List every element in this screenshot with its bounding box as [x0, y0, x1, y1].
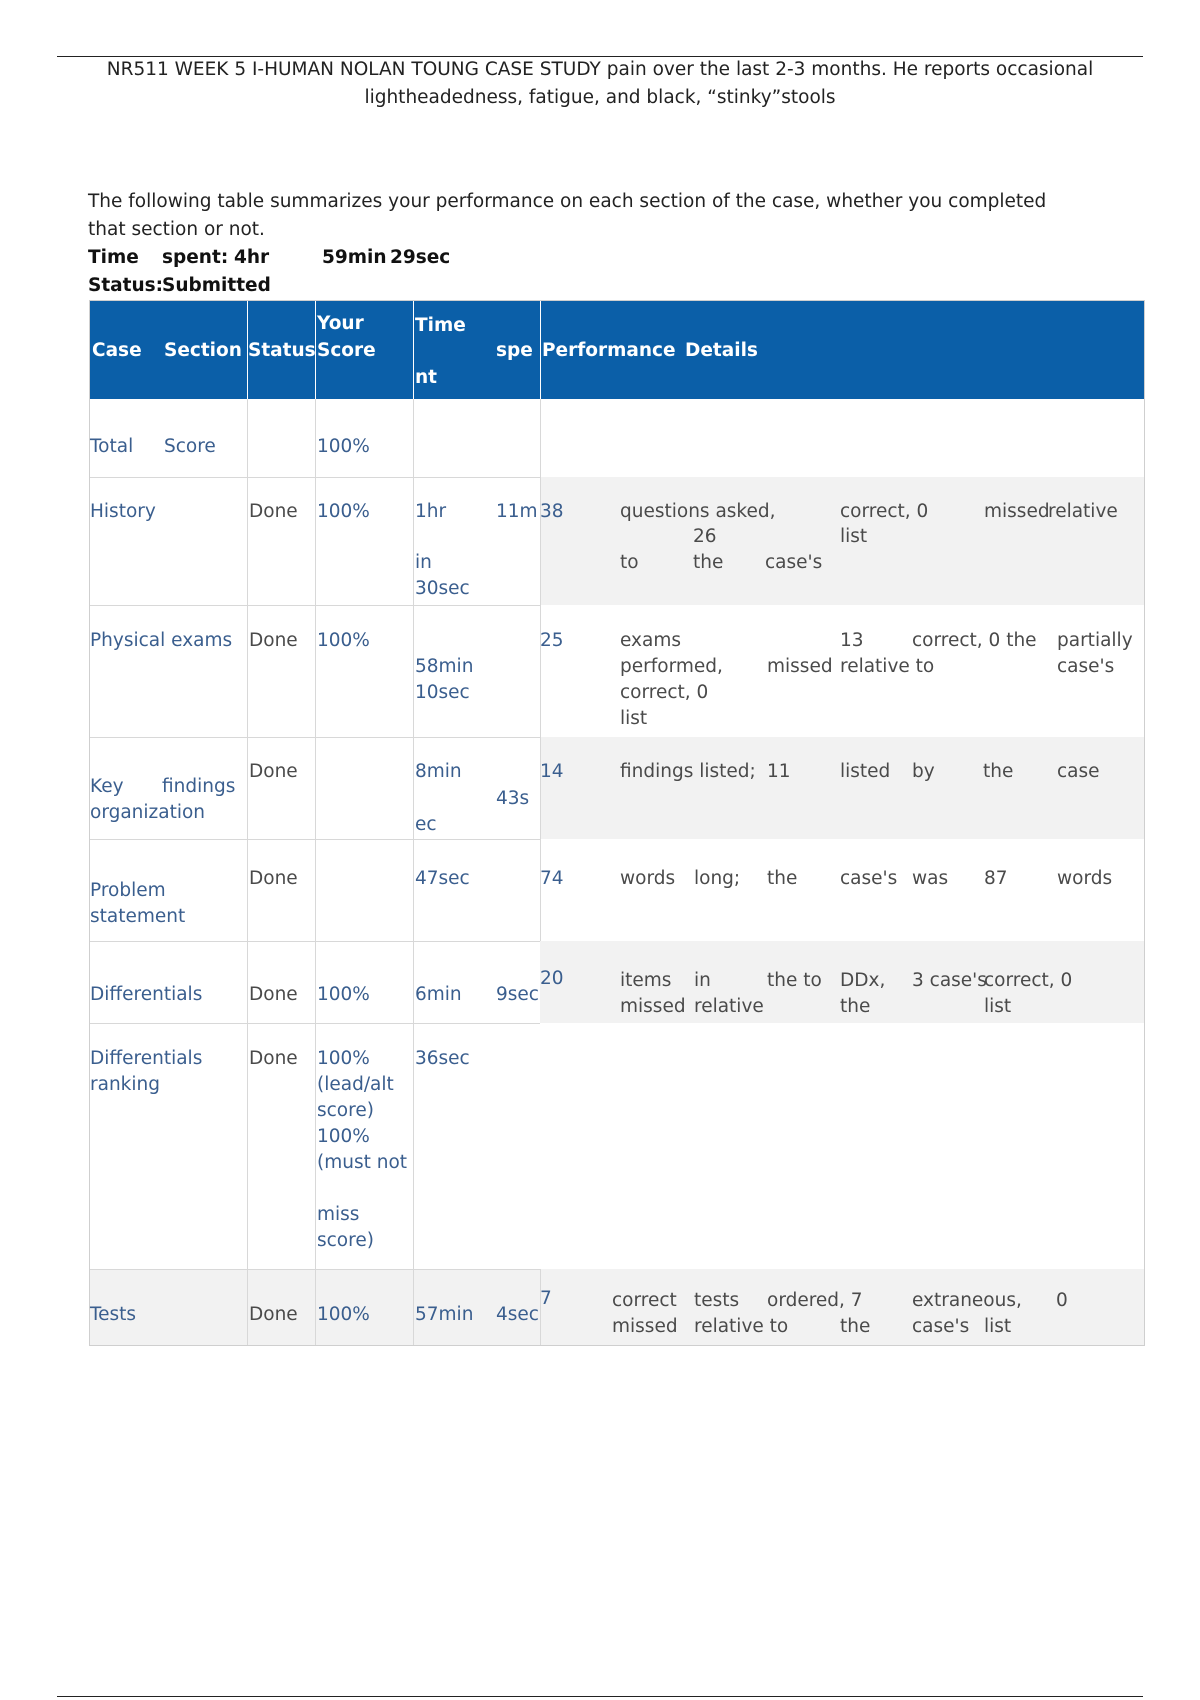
tests-detail-10: case's [912, 1316, 970, 1337]
differentials-detail-7: correct, 0 [984, 970, 1073, 991]
physical-time-1: 58min [415, 656, 474, 677]
ranking-status: Done [249, 1048, 298, 1069]
header-case: Case [92, 340, 142, 361]
problem-detail-8: words [1057, 868, 1113, 889]
differentials-detail-2: items [620, 970, 672, 991]
tests-detail-3: tests [694, 1290, 740, 1311]
row-sep-2 [90, 605, 540, 606]
row-sep-1 [90, 477, 540, 478]
ranking-score-6: miss [317, 1204, 360, 1225]
col-divider-status-body [247, 399, 248, 1345]
history-detail-7: relative [1048, 501, 1118, 522]
history-time-2: 11m [496, 501, 538, 522]
physical-score: 100% [317, 630, 370, 651]
history-section: History [90, 501, 156, 522]
keyfindings-time-3: ec [415, 814, 437, 835]
keyfindings-section-3: organization [90, 802, 206, 823]
keyfindings-time-1: 8min [415, 761, 462, 782]
row-sep-7 [90, 1269, 540, 1270]
physical-time-2: 10sec [415, 682, 470, 703]
header-section: Section [164, 340, 242, 361]
keyfindings-detail-7: case [1057, 761, 1100, 782]
differentials-time-1: 6min [415, 984, 462, 1005]
row-band-keyfindings [540, 737, 1144, 839]
differentials-score: 100% [317, 984, 370, 1005]
differentials-section: Differentials [90, 984, 203, 1005]
header-divider-score [315, 301, 316, 399]
page-header [100, 56, 1100, 112]
differentials-detail-4: the to [767, 970, 822, 991]
tests-detail-count: 7 [540, 1288, 552, 1309]
total-label: Total [90, 436, 134, 457]
differentials-detail-10: the [840, 996, 871, 1017]
row-sep-3 [90, 737, 540, 738]
problem-detail-5: case's [840, 868, 898, 889]
keyfindings-detail-3: 11 [767, 761, 791, 782]
differentials-detail-11: list [984, 996, 1012, 1017]
differentials-status: Done [249, 984, 298, 1005]
time-label: Time [88, 247, 139, 268]
history-time-3: in [415, 552, 432, 573]
history-detail-2: questions asked, [620, 501, 776, 522]
physical-detail-11: case's [1057, 656, 1115, 677]
status-value: Submitted [162, 275, 271, 296]
differentials-detail-6: 3 case's [912, 970, 987, 991]
table-header-row [90, 301, 1144, 399]
total-score-value: 100% [317, 436, 370, 457]
header-line-2: lightheadedness, fatigue, and black, “stinky”stools [364, 87, 836, 108]
keyfindings-detail-2: findings listed; [620, 761, 756, 782]
tests-detail-6: 0 [1056, 1290, 1068, 1311]
time-hours: 4hr [234, 247, 270, 268]
differentials-detail-3: in [694, 970, 711, 991]
problem-status: Done [249, 868, 298, 889]
status-label: Status: [88, 275, 164, 296]
physical-detail-count: 25 [540, 630, 564, 651]
problem-detail-2: words [620, 868, 676, 889]
physical-section: Physical exams [90, 630, 233, 651]
header-your: Your [317, 313, 364, 334]
time-spent-line [88, 244, 450, 272]
tests-detail-9: the [840, 1316, 871, 1337]
performance-table [89, 300, 1145, 1346]
problem-detail-7: 87 [984, 868, 1008, 889]
tests-time-1: 57min [415, 1304, 474, 1325]
history-detail-5: list [840, 526, 868, 547]
footer-rule [57, 1696, 1143, 1697]
history-detail-9: the [693, 552, 724, 573]
ranking-section-1: Differentials [90, 1048, 203, 1069]
row-sep-6 [90, 1023, 540, 1024]
physical-detail-7: missed [767, 656, 833, 677]
problem-section-2: statement [90, 906, 186, 927]
tests-detail-4: ordered, 7 [767, 1290, 863, 1311]
history-time-1: 1hr [415, 501, 447, 522]
tests-score: 100% [317, 1304, 370, 1325]
header-performance: Performance [542, 340, 676, 361]
tests-detail-11: list [984, 1316, 1012, 1337]
differentials-detail-9: relative [694, 996, 764, 1017]
ranking-score-1: 100% [317, 1048, 370, 1069]
physical-detail-2: exams [620, 630, 682, 651]
keyfindings-status: Done [249, 761, 298, 782]
header-score: Score [317, 340, 376, 361]
physical-detail-4: correct, 0 [620, 682, 709, 703]
physical-detail-6: 13 [840, 630, 864, 651]
time-minutes: 59min [322, 247, 387, 268]
tests-section: Tests [90, 1304, 137, 1325]
physical-detail-3: performed, [620, 656, 723, 677]
ranking-score-4: 100% [317, 1126, 370, 1147]
history-detail-3: 26 [693, 526, 717, 547]
ranking-score-3: score) [317, 1100, 374, 1121]
history-detail-8: to [620, 552, 639, 573]
header-details: Details [685, 340, 758, 361]
header-status: Status [248, 340, 316, 361]
time-seconds: 29sec [390, 247, 451, 268]
problem-detail-count: 74 [540, 868, 564, 889]
header-time: Time [415, 315, 466, 336]
problem-detail-4: the [767, 868, 798, 889]
keyfindings-section-2: findings [162, 776, 236, 797]
total-score-label: Score [164, 436, 216, 457]
history-score: 100% [317, 501, 370, 522]
header-divider-time [413, 301, 414, 399]
tests-detail-7: missed [612, 1316, 678, 1337]
history-time-4: 30sec [415, 578, 470, 599]
physical-detail-9: correct, 0 the [912, 630, 1037, 651]
tests-time-2: 4sec [496, 1304, 539, 1325]
header-spe: spe [496, 340, 533, 361]
history-detail-6: missed [984, 501, 1050, 522]
differentials-detail-count: 20 [540, 968, 564, 989]
problem-time-1: 47sec [415, 868, 470, 889]
ranking-score-2: (lead/alt [317, 1074, 394, 1095]
keyfindings-detail-6: the [983, 761, 1014, 782]
tests-status: Done [249, 1304, 298, 1325]
tests-detail-2: correct [612, 1290, 677, 1311]
col-divider-details [540, 399, 541, 941]
header-line-1: NR511 WEEK 5 I-HUMAN NOLAN TOUNG CASE STUDY pain over the last 2-3 months. He reports occasional [106, 59, 1094, 80]
keyfindings-time-2: 43s [496, 788, 530, 809]
problem-detail-3: long; [694, 868, 741, 889]
keyfindings-detail-count: 14 [540, 761, 564, 782]
history-detail-4: correct, 0 [840, 501, 929, 522]
tests-detail-5: extraneous, [912, 1290, 1022, 1311]
physical-detail-10: partially [1057, 630, 1133, 651]
header-nt: nt [415, 367, 438, 388]
header-divider-details [540, 301, 541, 399]
problem-detail-6: was [912, 868, 949, 889]
ranking-time-1: 36sec [415, 1048, 470, 1069]
keyfindings-detail-5: by [912, 761, 935, 782]
differentials-detail-8: missed [620, 996, 686, 1017]
intro-paragraph: The following table summarizes your performance on each section of the case, whether you completed that section or not. [88, 191, 1047, 240]
row-sep-4 [90, 839, 540, 840]
keyfindings-detail-4: listed [840, 761, 891, 782]
time-spent-label: spent: [162, 247, 229, 268]
history-detail-10: case's [765, 552, 823, 573]
physical-detail-5: list [620, 708, 648, 729]
col-divider-time [413, 399, 414, 1345]
tests-detail-8: relative to [694, 1316, 789, 1337]
row-sep-5 [90, 941, 540, 942]
ranking-score-7: score) [317, 1230, 374, 1251]
status-line [88, 272, 271, 300]
problem-section-1: Problem [90, 880, 166, 901]
ranking-section-2: ranking [90, 1074, 160, 1095]
differentials-time-2: 9sec [496, 984, 539, 1005]
ranking-score-5: (must not [317, 1152, 408, 1173]
history-status: Done [249, 501, 298, 522]
history-detail-count: 38 [540, 501, 564, 522]
physical-detail-8: relative to [840, 656, 935, 677]
differentials-detail-5: DDx, [840, 970, 886, 991]
physical-status: Done [249, 630, 298, 651]
col-divider-score [315, 399, 316, 1345]
keyfindings-section-1: Key [90, 776, 124, 797]
